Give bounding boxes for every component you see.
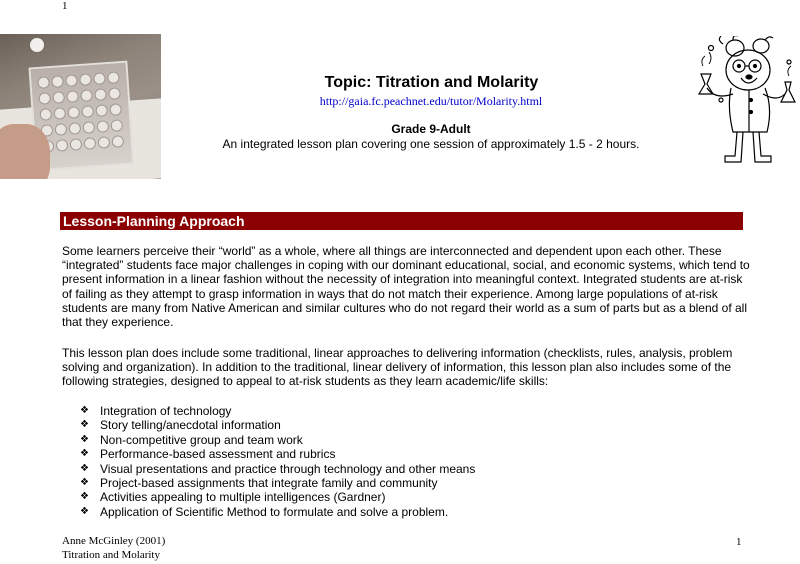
section-heading: Lesson-Planning Approach (60, 212, 743, 230)
page-title: Topic: Titration and Molarity (324, 74, 539, 91)
strategy-list (80, 404, 475, 519)
diamond-bullet-icon: ❖ (80, 405, 89, 416)
diamond-bullet-icon: ❖ (80, 505, 89, 517)
diamond-bullet-icon: ❖ (80, 491, 89, 503)
diamond-bullet-icon: ❖ (80, 477, 89, 489)
top-page-number: 1 (62, 0, 68, 12)
list-item: ❖ Project-based assignments that integrate family and community (80, 476, 438, 491)
diamond-bullet-icon: ❖ (80, 419, 89, 431)
list-item: ❖ Activities appealing to multiple intelligences (Gardner) (80, 490, 386, 505)
footer-credit (62, 534, 165, 562)
diamond-bullet-icon: ❖ (80, 433, 89, 445)
strategy-paragraph: This lesson plan does include some traditional, linear approaches to delivering information (checklists, rules, analysis, problem solving and organization). In addition to the traditional, linear delivery of information, this lesson plan also includes some of the following strategies, designed to appeal to at-risk students as they learn academic/life skills: (62, 346, 733, 389)
list-item: ❖ Performance-based assessment and rubrics (80, 447, 336, 462)
list-item: ❖ Non-competitive group and team work (80, 432, 303, 447)
list-item: ❖ Visual presentations and practice through technology and other means (80, 461, 476, 476)
list-item: ❖ Application of Scientific Method to formulate and solve a problem. (80, 504, 449, 519)
light-glare (30, 38, 44, 52)
footer-doc-title: Titration and Molarity (62, 549, 160, 561)
bottom-page-number: 1 (736, 536, 742, 548)
diamond-bullet-icon: ❖ (80, 462, 89, 474)
lesson-description: An integrated lesson plan covering one session of approximately 1.5 - 2 hours. (222, 137, 640, 151)
intro-paragraph: Some learners perceive their “world” as a whole, where all things are interconnected and dependent upon each other. These “integrated” students face major challenges in coping with our dominant educational, social, and economic systems, which tend to present information in a linear fashion without the necessity of integration into meaningful context. Integrated students are at-risk of failing as they attempt to grasp information in ways that do not match their experience. Among large populations of at-risk students are many from Native American and similar cultures who do not regard their world as a sum of parts but as a blend of all that they experience. (62, 244, 750, 330)
diamond-bullet-icon: ❖ (80, 448, 89, 460)
list-item: ❖ Integration of technology (80, 404, 232, 418)
list-item: ❖ Story telling/anecdotal information (80, 418, 281, 433)
grade-level: Grade 9-Adult (391, 122, 471, 136)
footer-author: Anne McGinley (2001) (62, 535, 166, 547)
scientist-mascot-illustration (693, 36, 800, 176)
source-link[interactable]: http://gaia.fc.peachnet.edu/tutor/Molarity.html (319, 94, 543, 108)
